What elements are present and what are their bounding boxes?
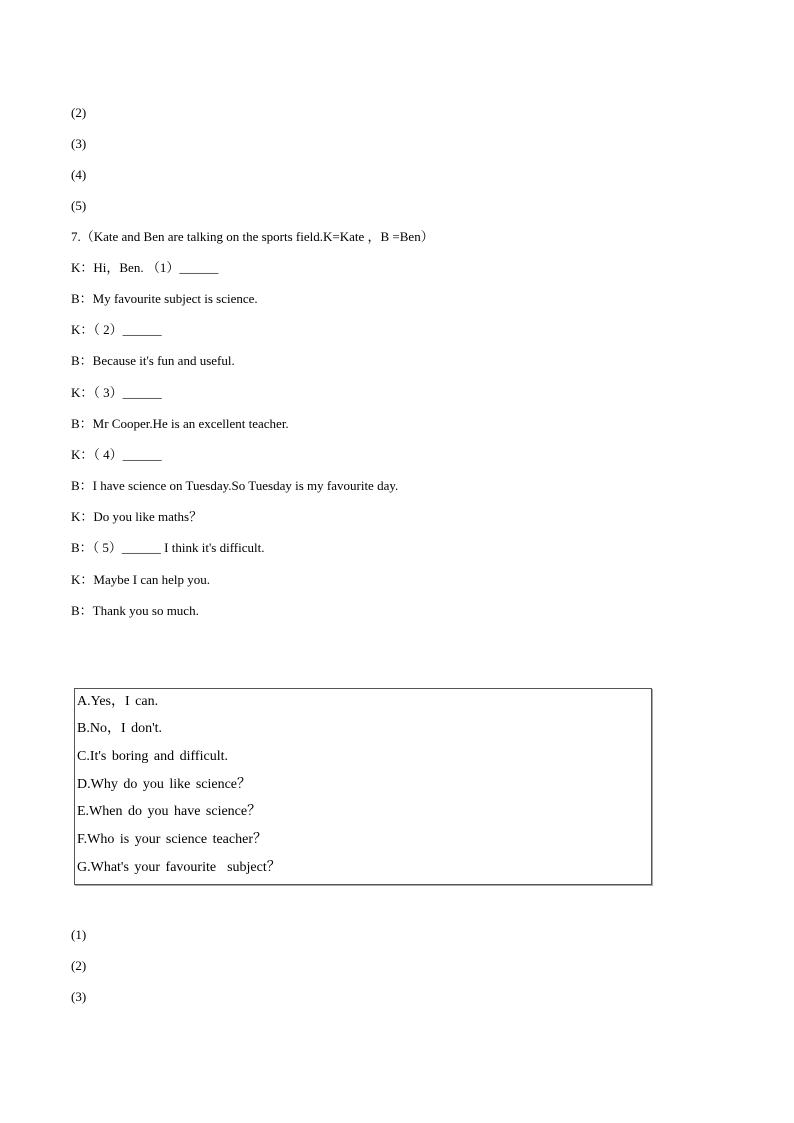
options-box xyxy=(74,688,652,885)
option-f: F.Who is your science teacher？ xyxy=(77,832,267,847)
question-title: 7.（Kate and Ben are talking on the sports field.K=Kate ，B =Ben） xyxy=(71,229,434,244)
dialogue-line: B：Because it's fun and useful. xyxy=(71,353,235,368)
option-g: G.What's your favourite subject？ xyxy=(77,860,281,875)
dialogue-line: K：（ 2）______ xyxy=(71,322,162,337)
dialogue-line: K：Maybe I can help you. xyxy=(71,572,210,587)
dialogue-line: K：Do you like maths？ xyxy=(71,509,203,524)
option-c: C.It's boring and difficult. xyxy=(77,749,228,764)
dialogue-line: K：（ 3）______ xyxy=(71,385,162,400)
option-a: A.Yes，I can. xyxy=(77,694,159,709)
option-b: B.No，I don't. xyxy=(77,721,163,736)
option-e: E.When do you have science？ xyxy=(77,804,262,819)
answer-slot-5: (5) xyxy=(71,198,87,213)
dialogue-line: B：My favourite subject is science. xyxy=(71,291,258,306)
answer-slot-3: (3) xyxy=(71,136,87,151)
answer-slot-1: (1) xyxy=(71,927,87,942)
answer-slot-2: (2) xyxy=(71,105,87,120)
dialogue-line: B：（ 5）______ I think it's difficult. xyxy=(71,540,265,555)
dialogue-line: B：I have science on Tuesday.So Tuesday is my favourite day. xyxy=(71,478,399,493)
dialogue-line: K：（ 4）______ xyxy=(71,447,162,462)
answer-slot-4: (4) xyxy=(71,167,87,182)
answer-slot-3: (3) xyxy=(71,989,87,1004)
dialogue-line: B：Mr Cooper.He is an excellent teacher. xyxy=(71,416,289,431)
answer-slot-2: (2) xyxy=(71,958,87,973)
dialogue-line: K：Hi，Ben. （1）______ xyxy=(71,260,219,275)
option-d: D.Why do you like science？ xyxy=(77,777,252,792)
dialogue-line: B：Thank you so much. xyxy=(71,603,199,618)
